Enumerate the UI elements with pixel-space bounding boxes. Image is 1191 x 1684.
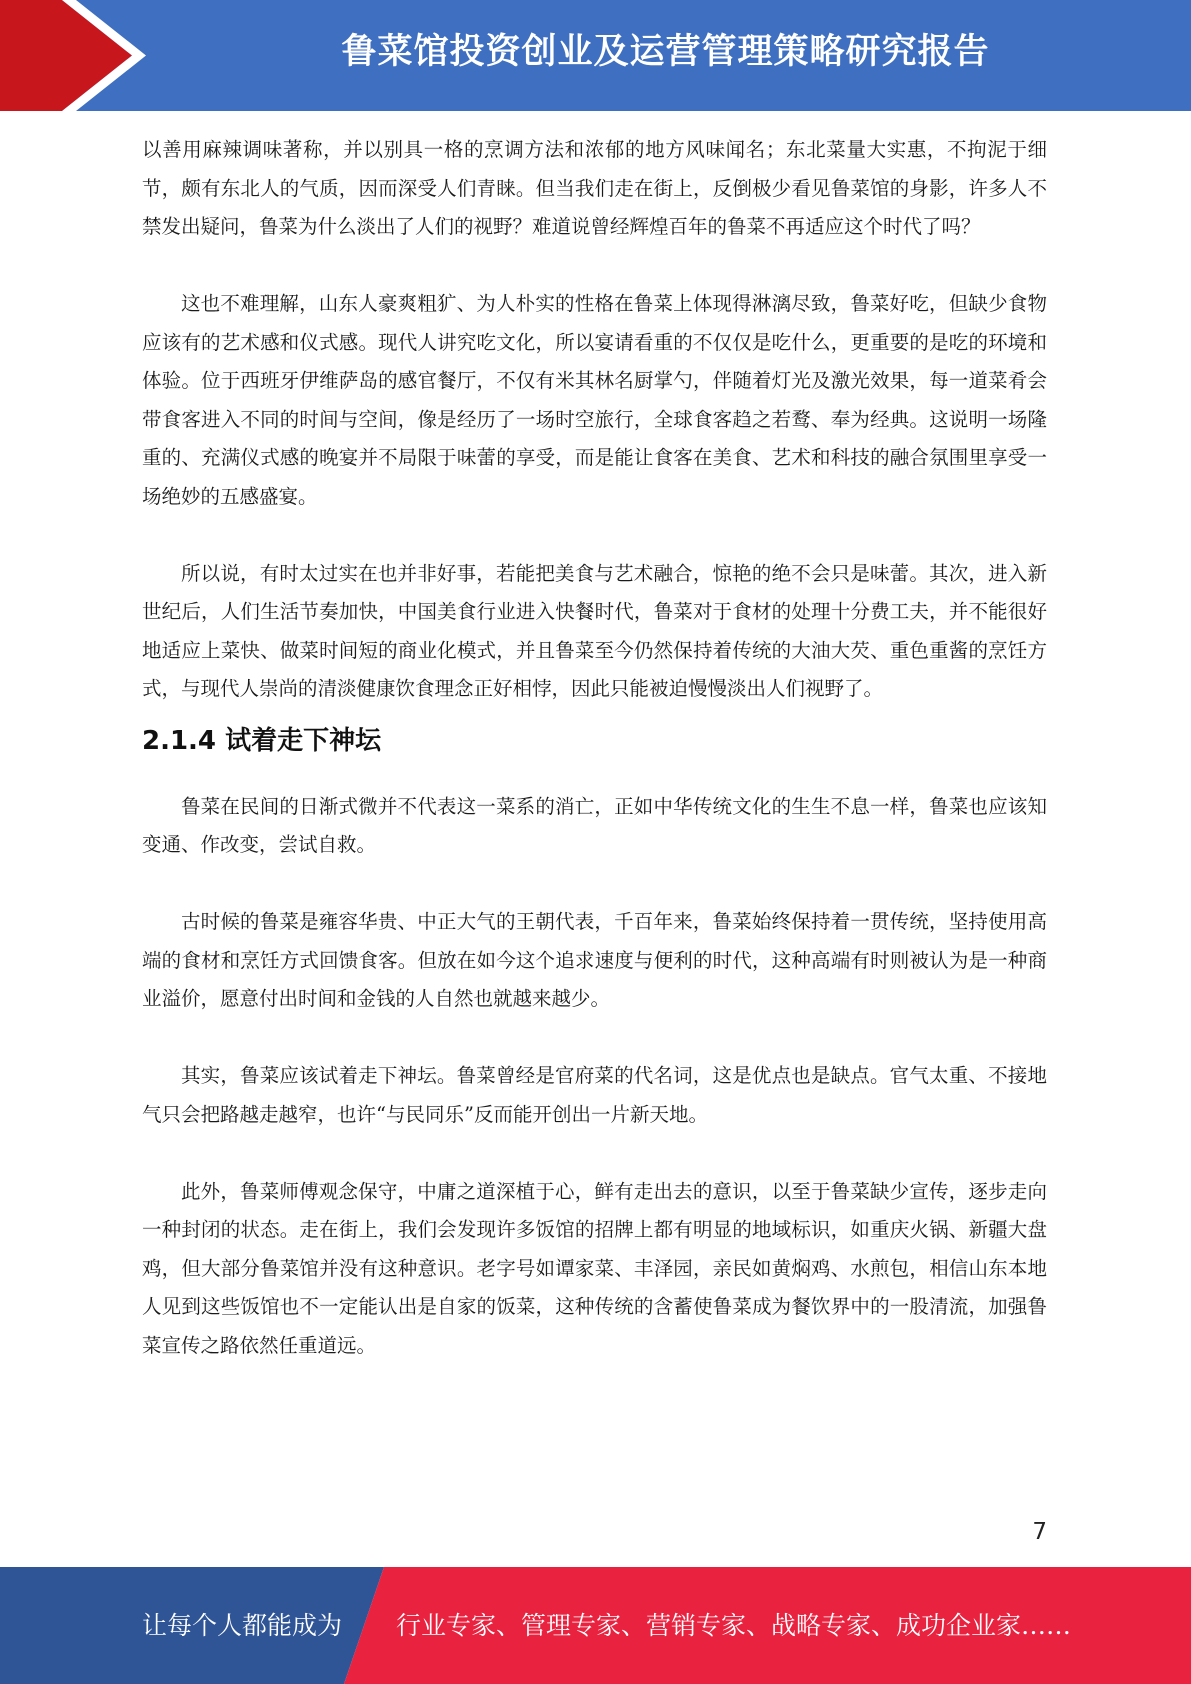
paragraph-2: 这也不难理解，山东人豪爽粗犷、为人朴实的性格在鲁菜上体现得淋漓尽致，鲁菜好吃，但缺少食物应该有的艺术感和仪式感。现代人讲究吃文化，所以宴请看重的不仅仅是吃什么，更重要的是吃的环境和体验。位于西班牙伊维萨岛的感官餐厅，不仅有米其林名厨掌勺，伴随着灯光及激光效果，每一道菜肴会带食客进入不同的时间与空间，像是经历了一场时空旅行，全球食客趋之若鹜、奉为经典。这说明一场隆重的、充满仪式感的晚宴并不局限于味蕾的享受，而是能让食客在美食、艺术和科技的融合氛围里享受一场绝妙的五感盛宴。 <box>142 292 1047 508</box>
header-arrow-decoration <box>0 0 160 111</box>
footer-slogan-left: 让每个人都能成为 <box>142 1611 343 1640</box>
paragraph-1: 以善用麻辣调味著称，并以别具一格的烹调方法和浓郁的地方风味闻名；东北菜量大实惠，不拘泥于细节，颇有东北人的气质，因而深受人们青睐。但当我们走在街上，反倒极少看见鲁菜馆的身影，许多人不禁发出疑问，鲁菜为什么淡出了人们的视野？难道说曾经辉煌百年的鲁菜不再适应这个时代了吗？ <box>142 138 1047 238</box>
footer-bar <box>0 1567 1191 1684</box>
section-paragraph-4: 此外，鲁菜师傅观念保守，中庸之道深植于心，鲜有走出去的意识，以至于鲁菜缺少宣传，逐步走向一种封闭的状态。走在街上，我们会发现许多饭馆的招牌上都有明显的地域标识，如重庆火锅、新疆大盘鸡，但大部分鲁菜馆并没有这种意识。老字号如谭家菜、丰泽园，亲民如黄焖鸡、水煎包，相信山东本地人见到这些饭馆也不一定能认出是自家的饭菜，这种传统的含蓄使鲁菜成为餐饮界中的一股清流，加强鲁菜宣传之路依然任重道远。 <box>142 1179 1047 1357</box>
section-paragraph-1: 鲁菜在民间的日渐式微并不代表这一菜系的消亡，正如中华传统文化的生生不息一样，鲁菜也应该知变通、作改变，尝试自救。 <box>142 794 1047 856</box>
report-title: 鲁菜馆投资创业及运营管理策略研究报告 <box>341 32 990 72</box>
section-paragraph-2: 古时候的鲁菜是雍容华贵、中正大气的王朝代表，千百年来，鲁菜始终保持着一贯传统，坚持使用高端的食材和烹饪方式回馈食客。但放在如今这个追求速度与便利的时代，这种高端有时则被认为是一种商业溢价，愿意付出时间和金钱的人自然也就越来越少。 <box>142 910 1047 1010</box>
section-heading: 2.1.4 试着走下神坛 <box>142 725 382 756</box>
page-number: 7 <box>1032 1519 1047 1545</box>
header-bar <box>0 0 1191 111</box>
section-paragraph-3: 其实，鲁菜应该试着走下神坛。鲁菜曾经是官府菜的代名词，这是优点也是缺点。官气太重、不接地气只会把路越走越窄，也许“与民同乐”反而能开创出一片新天地。 <box>142 1064 1047 1126</box>
paragraph-3: 所以说，有时太过实在也并非好事，若能把美食与艺术融合，惊艳的绝不会只是味蕾。其次，进入新世纪后，人们生活节奏加快，中国美食行业进入快餐时代，鲁菜对于食材的处理十分费工夫，并不能很好地适应上菜快、做菜时间短的商业化模式，并且鲁菜至今仍然保持着传统的大油大芡、重色重酱的烹饪方式，与现代人崇尚的清淡健康饮食理念正好相悖，因此只能被迫慢慢淡出人们视野了。 <box>142 561 1047 700</box>
footer-slogan-right: 行业专家、管理专家、营销专家、战略专家、成功企业家…… <box>396 1611 1072 1640</box>
body-content <box>142 131 1047 1365</box>
